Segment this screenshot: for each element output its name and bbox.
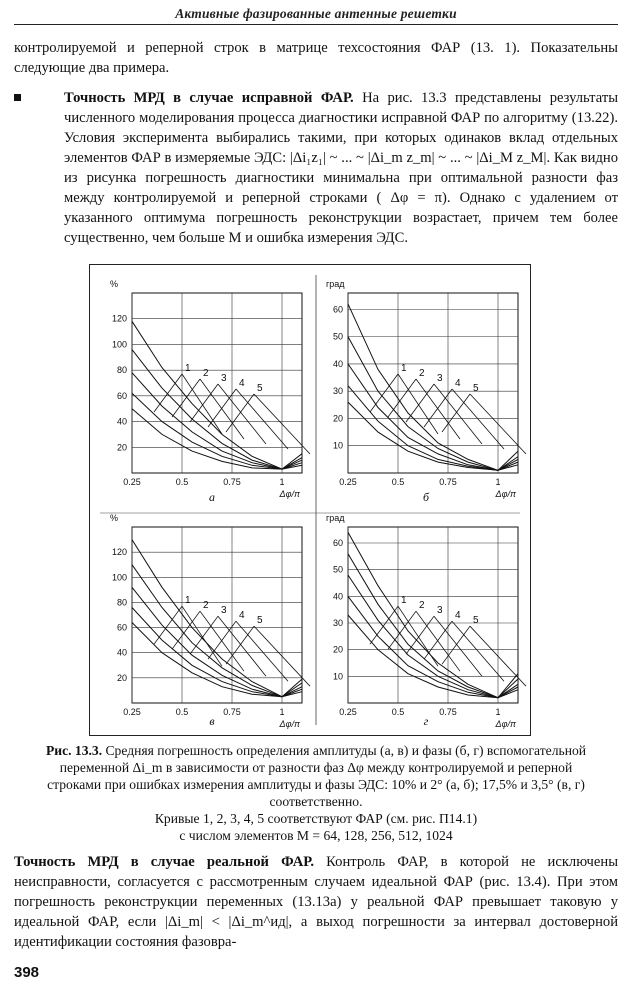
y-tick-label: 80 <box>116 365 127 376</box>
curve-leader-2 <box>200 379 244 439</box>
curve-label-4: 4 <box>239 378 245 389</box>
series-line-2 <box>132 608 302 697</box>
x-axis-label: Δφ/π <box>495 719 516 729</box>
caption-text: Средняя погрешность определения амплитуды (а, в) и фазы (б, г) вспомогательной переменной Δi_m в зависимости от разности фаз Δφ между контролируемой и реперной строками при ошибках измерения амплитуды и фазы ЭДС: 10% и 2° (а, б); 17,5% и 3,5° (в, г) соответственно. <box>47 743 587 809</box>
curve-label-3: 3 <box>221 373 227 384</box>
y-tick-label: 120 <box>111 313 127 324</box>
x-tick-label: 0.75 <box>439 707 457 717</box>
curve-label-5: 5 <box>257 615 263 627</box>
x-tick-label: 0.25 <box>339 477 357 487</box>
y-axis-label: % <box>110 513 119 523</box>
curve-leader-2 <box>416 379 460 439</box>
curve-leader-1 <box>182 374 222 434</box>
y-axis-label: % <box>110 279 119 289</box>
series-line-4 <box>348 337 518 471</box>
paragraph-ideal-far-heading: Точность МРД в случае исправной ФАР. <box>64 90 354 106</box>
y-tick-label: 20 <box>332 413 343 424</box>
y-tick-label: 60 <box>116 622 127 633</box>
curve-leader-4 <box>452 621 504 681</box>
curve-leader-1 <box>154 606 182 644</box>
x-tick-label: 1 <box>495 477 501 487</box>
y-tick-label: 100 <box>111 572 127 583</box>
x-tick-label: 0.75 <box>223 477 241 487</box>
curve-label-4: 4 <box>239 610 245 622</box>
curve-leader-4 <box>452 389 504 449</box>
chart-panel-в <box>110 513 310 729</box>
x-tick-label: 0.5 <box>391 477 405 487</box>
curve-label-4: 4 <box>455 378 461 389</box>
y-tick-label: 60 <box>116 390 127 401</box>
x-tick-label: 0.5 <box>391 707 405 717</box>
curve-leader-3 <box>406 616 434 654</box>
y-tick-label: 60 <box>332 538 343 548</box>
y-tick-label: 10 <box>332 440 343 451</box>
y-tick-label: 40 <box>332 358 343 369</box>
curve-label-2: 2 <box>419 600 425 612</box>
paragraph-real-far <box>14 852 618 952</box>
y-tick-label: 120 <box>111 547 127 558</box>
curve-label-1: 1 <box>401 363 407 374</box>
caption-label: Рис. 13.3. <box>45 743 103 758</box>
x-tick-label: 0.25 <box>123 707 141 717</box>
curve-label-4: 4 <box>455 610 461 622</box>
y-tick-label: 50 <box>332 564 343 575</box>
chart-panel-б <box>326 279 526 504</box>
y-tick-label: 40 <box>332 591 343 602</box>
series-line-3 <box>132 587 302 696</box>
series-line-4 <box>132 565 302 697</box>
series-line-4 <box>132 350 302 470</box>
y-axis-label: град <box>326 513 345 523</box>
curve-label-3: 3 <box>437 605 443 617</box>
x-axis-label: Δφ/π <box>279 719 300 729</box>
panel-label-г: г <box>423 714 429 728</box>
y-tick-label: 40 <box>116 416 127 427</box>
curve-leader-3 <box>190 616 218 654</box>
panel-label-б: б <box>422 490 430 504</box>
y-tick-label: 50 <box>332 331 343 342</box>
running-header: Активные фазированные антенные решетки <box>14 6 618 25</box>
curve-leader-3 <box>406 384 434 422</box>
y-tick-label: 30 <box>332 618 343 628</box>
x-tick-label: 0.25 <box>339 707 357 717</box>
y-tick-label: 40 <box>116 647 127 658</box>
curve-label-1: 1 <box>185 363 191 374</box>
curve-label-1: 1 <box>185 595 191 607</box>
curve-leader-2 <box>200 611 244 671</box>
caption-line-3: с числом элементов M = 64, 128, 256, 512, 1024 <box>179 828 453 843</box>
y-tick-label: 100 <box>111 339 127 350</box>
curve-leader-4 <box>236 389 288 449</box>
page-number: 398 <box>14 964 40 981</box>
curve-label-2: 2 <box>203 600 209 612</box>
curve-label-2: 2 <box>203 368 209 379</box>
y-tick-label: 10 <box>332 671 343 682</box>
x-tick-label: 0.25 <box>123 477 141 487</box>
curve-label-1: 1 <box>401 595 407 607</box>
y-tick-label: 20 <box>116 442 127 453</box>
y-axis-label: град <box>326 279 345 289</box>
curve-label-5: 5 <box>473 383 479 394</box>
curve-leader-4 <box>236 621 288 681</box>
series-line-3 <box>132 373 302 469</box>
plot-frame <box>132 527 302 703</box>
x-tick-label: 1 <box>279 477 285 487</box>
curve-label-3: 3 <box>437 373 443 384</box>
paragraph-real-far-body: Контроль ФАР, в которой не исключены неисправности, согласуется с рассмотренным случаем идеальной ФАР (рис. 13.4). При этом погрешность реконструкции переменных (13.13а) у реальной ФАР превышает таковую у идеальной ФАР, если |Δi_m| < |Δi_m^ид|, а выход погрешности за интервал достоверной идентификации состояния фазовра- <box>14 854 618 950</box>
x-axis-label: Δφ/π <box>279 489 300 499</box>
x-tick-label: 0.75 <box>223 707 241 717</box>
paragraph-ideal-far <box>64 88 618 248</box>
panel-label-в: в <box>209 714 215 728</box>
curve-label-2: 2 <box>419 368 425 379</box>
paragraph-ideal-far-body: На рис. 13.3 представлены результаты численного моделирования процесса диагностики исправной ФАР по алгоритму (13.22). Условия эксперимента выбирались такими, при которых одинаков вклад отдельных элементов ФАР в измеряемые ЭДС: |Δi₁z₁| ~ ... ~ |Δi_m z_m| ~ ... ~ |Δi_M z_M|. Как видно из рисунка погрешность диагностики минимальна при оптимальной разности фаз между контролируемой и реперной строками ( Δφ = π). Однако с удалением от указанного оптимума погрешность реконструкции возрастает, причем тем более существенно, чем больше M и ошибка измерения ЭДС. <box>64 90 618 246</box>
curve-leader-2 <box>388 611 416 649</box>
curve-label-5: 5 <box>473 615 479 627</box>
curve-leader-2 <box>388 379 416 417</box>
panel-label-а: а <box>209 490 215 504</box>
paragraph-intro: контролируемой и реперной строк в матрице техсостояния ФАР (13. 1). Показательны следующие два примера. <box>14 40 618 76</box>
series-line-1 <box>348 615 518 698</box>
curve-leader-2 <box>172 611 200 649</box>
caption-line-2: Кривые 1, 2, 3, 4, 5 соответствуют ФАР (см. рис. П14.1) <box>154 811 478 826</box>
curve-leader-1 <box>154 374 182 412</box>
series-line-1 <box>132 623 302 697</box>
curve-leader-2 <box>416 611 460 671</box>
y-tick-label: 20 <box>332 644 343 655</box>
x-axis-label: Δφ/π <box>495 489 516 499</box>
x-tick-label: 1 <box>495 707 501 717</box>
y-tick-label: 30 <box>332 386 343 397</box>
paragraph-real-far-heading: Точность МРД в случае реальной ФАР. <box>14 854 315 870</box>
curve-label-3: 3 <box>221 605 227 617</box>
curve-leader-1 <box>182 606 222 666</box>
y-tick-label: 80 <box>116 597 127 608</box>
figure-13-3-chart <box>90 265 530 735</box>
series-line-5 <box>132 321 302 469</box>
bullet-marker <box>14 94 21 101</box>
chart-panel-г <box>326 513 526 729</box>
curve-leader-1 <box>398 374 438 434</box>
x-tick-label: 0.75 <box>439 477 457 487</box>
caption-line-1 <box>40 742 592 810</box>
x-tick-label: 0.5 <box>175 477 189 487</box>
x-tick-label: 0.5 <box>175 707 189 717</box>
series-line-3 <box>348 364 518 470</box>
figure-13-3 <box>89 264 531 736</box>
curve-label-5: 5 <box>257 383 263 394</box>
figure-caption <box>40 742 592 844</box>
x-tick-label: 1 <box>279 707 285 717</box>
y-tick-label: 20 <box>116 672 127 683</box>
chart-panel-а <box>110 279 310 504</box>
y-tick-label: 60 <box>332 304 343 315</box>
